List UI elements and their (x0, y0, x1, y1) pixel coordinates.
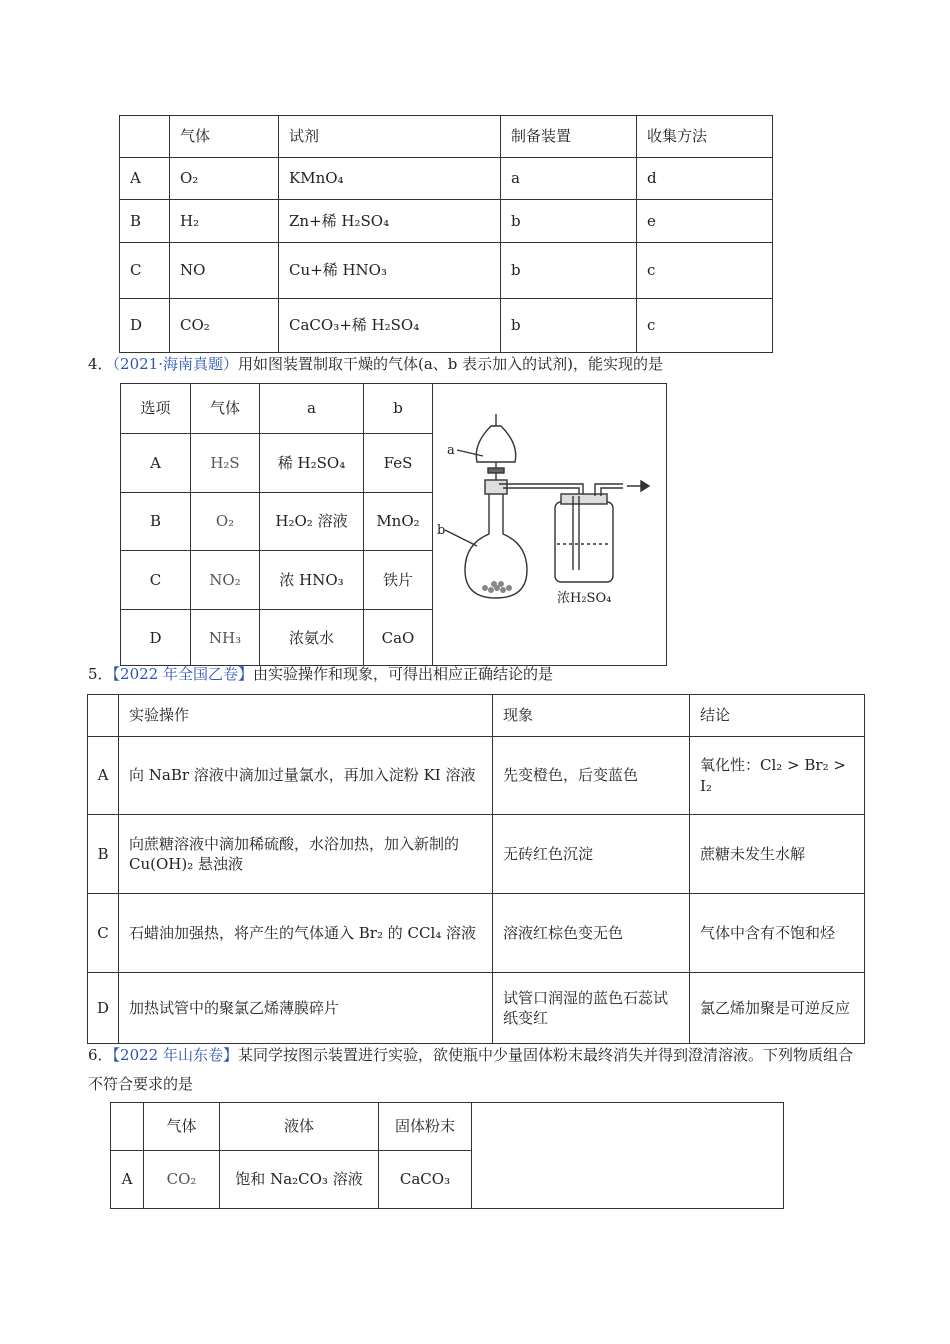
question-number: 4． (88, 355, 113, 373)
option-label: D (120, 299, 170, 353)
gas-prep-table (119, 115, 773, 353)
solid-cell: CaCO₃ (379, 1151, 472, 1209)
header-collect: 收集方法 (637, 116, 773, 158)
header-phenomenon: 现象 (493, 695, 690, 737)
gas-cell: H₂ (170, 200, 279, 243)
gas-cell: O₂ (191, 492, 260, 551)
question-text: 某同学按图示装置进行实验，欲使瓶中少量固体粉末最终消失并得到澄清溶液。下列物质组合不符合要求的是 (88, 1046, 854, 1093)
conclusion-cell: 气体中含有不饱和烃 (690, 894, 865, 973)
option-label: C (120, 243, 170, 299)
question-5-stem (88, 660, 553, 689)
table-row (88, 815, 865, 894)
collect-cell: c (637, 299, 773, 353)
q5-table (87, 694, 865, 1044)
stopper (485, 480, 507, 494)
header-blank (88, 695, 119, 737)
phenomenon-cell: 先变橙色，后变蓝色 (493, 737, 690, 815)
question-source: 【2022 年全国乙卷】 (112, 665, 253, 683)
conclusion-cell: 氯乙烯加聚是可逆反应 (690, 973, 865, 1044)
question-6-stem (88, 1041, 860, 1099)
gas-cell: NH₃ (191, 610, 260, 666)
header-gas: 气体 (170, 116, 279, 158)
reagent-a-cell: 浓 HNO₃ (260, 551, 364, 610)
reagent-b-cell: FeS (364, 433, 433, 492)
question-4-stem (88, 350, 663, 379)
gas-cell: NO₂ (191, 551, 260, 610)
collect-cell: e (637, 200, 773, 243)
header-reagent: 试剂 (279, 116, 501, 158)
reagent-a-cell: H₂O₂ 溶液 (260, 492, 364, 551)
table-row (120, 200, 773, 243)
label-b: b (437, 523, 446, 538)
conclusion-cell: 蔗糖未发生水解 (690, 815, 865, 894)
header-b: b (364, 384, 433, 434)
option-label: D (121, 610, 191, 666)
reagent-a-cell: 稀 H₂SO₄ (260, 433, 364, 492)
apparatus-figure (433, 384, 667, 666)
solid-particles (482, 581, 512, 593)
phenomenon-cell: 无砖红色沉淀 (493, 815, 690, 894)
option-label: B (121, 492, 191, 551)
table-row (88, 973, 865, 1044)
phenomenon-cell: 溶液红棕色变无色 (493, 894, 690, 973)
header-gas: 气体 (191, 384, 260, 434)
reagent-cell: Cu+稀 HNO₃ (279, 243, 501, 299)
operation-cell: 加热试管中的聚氯乙烯薄膜碎片 (119, 973, 493, 1044)
header-option: 选项 (121, 384, 191, 434)
option-label: B (120, 200, 170, 243)
conclusion-cell: 氧化性：Cl₂ > Br₂ > I₂ (690, 737, 865, 815)
gas-generation-apparatus (433, 384, 665, 660)
option-label: A (120, 158, 170, 200)
operation-cell: 向 NaBr 溶液中滴加过量氯水，再加入淀粉 KI 溶液 (119, 737, 493, 815)
label-a: a (447, 443, 455, 458)
header-gas: 气体 (144, 1103, 220, 1151)
liquid-cell: 饱和 Na₂CO₃ 溶液 (220, 1151, 379, 1209)
header-operation: 实验操作 (119, 695, 493, 737)
option-label: A (111, 1151, 144, 1209)
table-row (120, 299, 773, 353)
gas-cell: NO (170, 243, 279, 299)
gas-cell: CO₂ (144, 1151, 220, 1209)
reagent-cell: KMnO₄ (279, 158, 501, 200)
reagent-cell: Zn+稀 H₂SO₄ (279, 200, 501, 243)
reagent-b-cell: 铁片 (364, 551, 433, 610)
option-label: D (88, 973, 119, 1044)
table-row (88, 737, 865, 815)
question-text: 由实验操作和现象，可得出相应正确结论的是 (253, 665, 554, 683)
q6-table (110, 1102, 784, 1209)
table-row (88, 894, 865, 973)
reagent-b-cell: MnO₂ (364, 492, 433, 551)
operation-cell: 石蜡油加强热，将产生的气体通入 Br₂ 的 CCl₄ 溶液 (119, 894, 493, 973)
header-liquid: 液体 (220, 1103, 379, 1151)
question-number: 5． (88, 665, 113, 683)
collect-cell: c (637, 243, 773, 299)
gas-cell: H₂S (191, 433, 260, 492)
device-cell: b (501, 200, 637, 243)
header-device: 制备装置 (501, 116, 637, 158)
separatory-funnel (476, 426, 515, 462)
question-number: 6． (88, 1046, 113, 1064)
option-label: A (88, 737, 119, 815)
option-label: C (121, 551, 191, 610)
header-solid: 固体粉末 (379, 1103, 472, 1151)
figure-placeholder (472, 1103, 784, 1209)
gas-cell: O₂ (170, 158, 279, 200)
wash-bottle (555, 502, 613, 582)
reagent-cell: CaCO₃+稀 H₂SO₄ (279, 299, 501, 353)
table-row (120, 243, 773, 299)
reagent-a-cell: 浓氨水 (260, 610, 364, 666)
conc-sulfuric-acid-label: 浓H₂SO₄ (557, 591, 612, 606)
q4-table (120, 383, 667, 666)
option-label: A (121, 433, 191, 492)
reagent-b-cell: CaO (364, 610, 433, 666)
stopcock-icon (488, 468, 504, 473)
question-text: 用如图装置制取干燥的气体(a、b 表示加入的试剂)，能实现的是 (238, 355, 664, 373)
phenomenon-cell: 试管口润湿的蓝色石蕊试纸变红 (493, 973, 690, 1044)
header-conclusion: 结论 (690, 695, 865, 737)
operation-cell: 向蔗糖溶液中滴加稀硫酸，水浴加热，加入新制的 Cu(OH)₂ 悬浊液 (119, 815, 493, 894)
question-source: （2021·海南真题） (112, 355, 238, 373)
gas-cell: CO₂ (170, 299, 279, 353)
option-label: C (88, 894, 119, 973)
option-label: B (88, 815, 119, 894)
device-cell: b (501, 299, 637, 353)
header-a: a (260, 384, 364, 434)
collect-cell: d (637, 158, 773, 200)
table-row (120, 158, 773, 200)
device-cell: a (501, 158, 637, 200)
question-source: 【2022 年山东卷】 (112, 1046, 238, 1064)
header-blank (120, 116, 170, 158)
header-blank (111, 1103, 144, 1151)
device-cell: b (501, 243, 637, 299)
